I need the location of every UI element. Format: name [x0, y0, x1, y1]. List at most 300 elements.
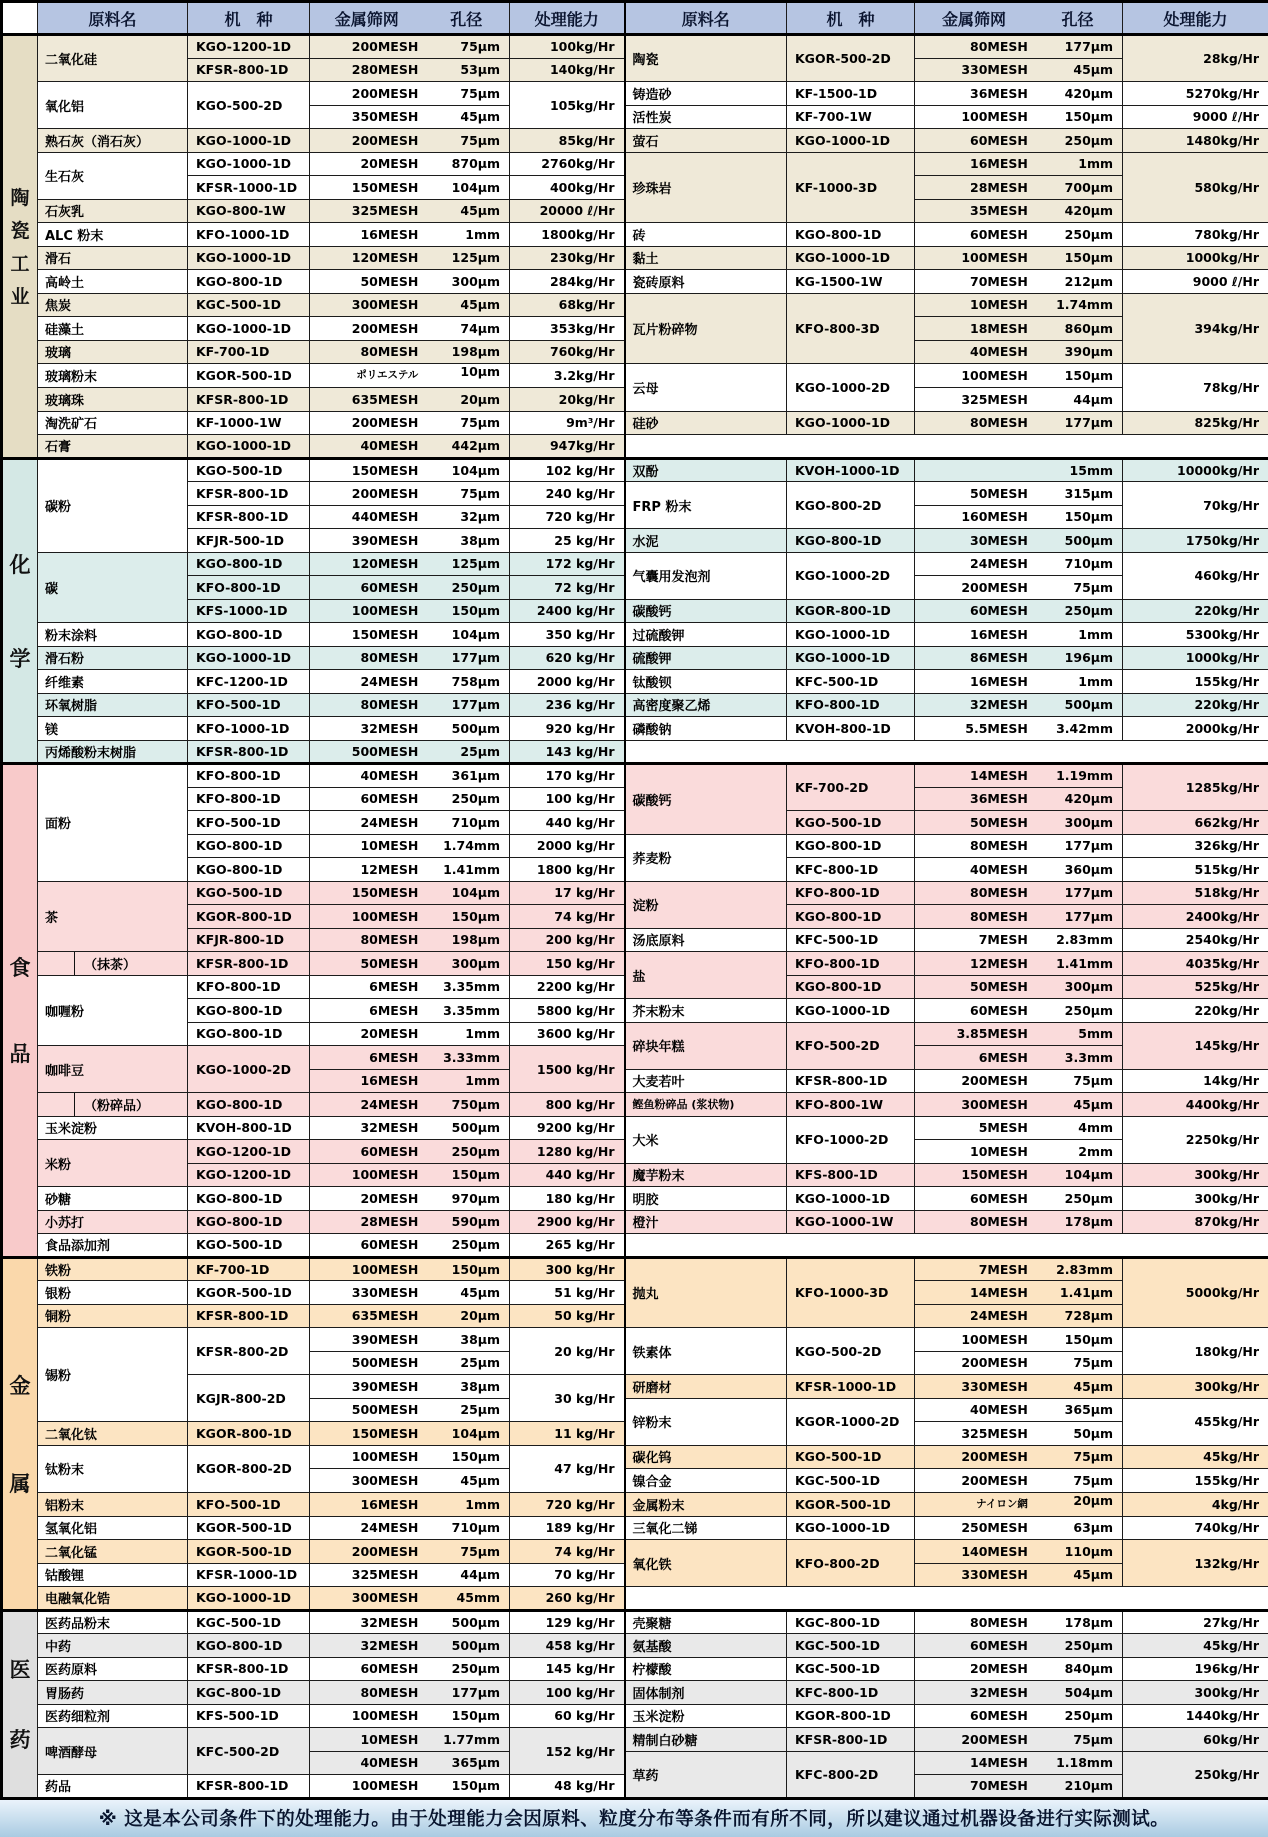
aperture-value: 177μm	[1028, 885, 1122, 900]
mesh-value: 200MESH	[310, 486, 418, 501]
capacity-cell: 70kg/Hr	[1123, 482, 1268, 529]
capacity-cell: 920 kg/Hr	[510, 717, 625, 741]
machine-cell: KGO-1000-1D	[787, 646, 915, 670]
aperture-value: 361μm	[418, 768, 509, 783]
mesh-aperture-cell	[310, 1234, 510, 1258]
mesh-value: 50MESH	[915, 815, 1028, 830]
machine-cell: KFO-800-1D	[787, 952, 915, 976]
mesh-aperture-cell	[915, 1422, 1123, 1446]
material-cell: 砖	[625, 223, 787, 247]
mesh-aperture-cell	[915, 552, 1123, 576]
material-cell: 活性炭	[625, 105, 787, 129]
mesh-value: 16MESH	[915, 674, 1028, 689]
aperture-value: 365μm	[418, 1755, 509, 1770]
material-cell: （抹茶）	[38, 952, 188, 976]
material-cell: 锌粉末	[625, 1398, 787, 1445]
table-row	[2, 1375, 1268, 1399]
aperture-value: 870μm	[418, 156, 509, 171]
mesh-value: 330MESH	[310, 1285, 418, 1300]
mesh-value: 160MESH	[915, 509, 1028, 524]
mesh-aperture-cell	[310, 388, 510, 412]
mesh-aperture-cell	[915, 1657, 1123, 1681]
machine-cell: KFJR-500-1D	[188, 529, 310, 553]
table-row	[2, 670, 1268, 694]
mesh-aperture-cell	[915, 717, 1123, 741]
aperture-value: 420μm	[1028, 791, 1122, 806]
machine-cell: KFS-1000-1D	[188, 599, 310, 623]
capacity-cell: 132kg/Hr	[1123, 1540, 1268, 1587]
mesh-aperture-cell	[310, 1704, 510, 1728]
machine-cell: KF-700-1W	[787, 105, 915, 129]
material-cell: 咖啡豆	[38, 1046, 188, 1093]
aperture-value: 1.74mm	[1028, 297, 1122, 312]
section-label-text: 医 药	[3, 1612, 37, 1797]
aperture-value: 125μm	[418, 250, 509, 265]
aperture-value: 104μm	[418, 627, 509, 642]
mesh-value: 150MESH	[310, 1426, 418, 1441]
mesh-aperture-cell	[915, 246, 1123, 270]
aperture-value: 196μm	[1028, 650, 1122, 665]
aperture-value: 45μm	[1028, 62, 1122, 77]
capacity-cell: 78kg/Hr	[1123, 364, 1268, 412]
mesh-aperture-cell	[915, 1563, 1123, 1587]
capacity-cell: 74 kg/Hr	[510, 905, 625, 929]
capacity-cell: 720 kg/Hr	[510, 505, 625, 529]
mesh-aperture-cell	[310, 975, 510, 999]
mesh-value: 24MESH	[310, 815, 418, 830]
capacity-cell: 220kg/Hr	[1123, 693, 1268, 717]
material-cell: 碳	[38, 552, 188, 623]
aperture-value: 750μm	[418, 1097, 509, 1112]
table-row	[2, 1728, 1268, 1752]
table-row	[2, 764, 1268, 788]
aperture-value: 150μm	[1028, 509, 1122, 524]
aperture-value: 500μm	[418, 1615, 509, 1630]
machine-cell: KFO-1000-1D	[188, 223, 310, 247]
mesh-aperture-cell	[915, 1069, 1123, 1093]
mesh-aperture-cell	[310, 858, 510, 882]
mesh-value: 100MESH	[915, 368, 1028, 383]
mesh-value: 60MESH	[915, 1003, 1028, 1018]
machine-cell: KFSR-800-1D	[188, 388, 310, 412]
mesh-value: 100MESH	[310, 909, 418, 924]
machine-cell: KFSR-800-1D	[188, 740, 310, 764]
mesh-aperture-cell	[310, 1681, 510, 1705]
aperture-value: 10μm	[418, 364, 509, 387]
machine-cell: KGO-800-1D	[188, 1187, 310, 1211]
aperture-value: 45μm	[1028, 1379, 1122, 1394]
material-cell: 铜粉	[38, 1304, 188, 1328]
mesh-value: 200MESH	[915, 1732, 1028, 1747]
mesh-value: 28MESH	[915, 180, 1028, 195]
aperture-value: 177μm	[1028, 415, 1122, 430]
machine-cell: KF-1000-3D	[787, 152, 915, 223]
right-empty-cell	[625, 740, 1268, 764]
material-cell: 粉末涂料	[38, 623, 188, 647]
mesh-value: 12MESH	[915, 956, 1028, 971]
capacity-cell: 230kg/Hr	[510, 246, 625, 270]
material-cell: 气囊用发泡剂	[625, 552, 787, 599]
mesh-value: 24MESH	[915, 1308, 1028, 1323]
mesh-value: 36MESH	[915, 791, 1028, 806]
material-cell: 芥末粉末	[625, 999, 787, 1023]
aperture-value: 177μm	[418, 1685, 509, 1700]
machine-cell: KFC-1200-1D	[188, 670, 310, 694]
aperture-value: 25μm	[418, 1355, 509, 1370]
capacity-cell: 455kg/Hr	[1123, 1398, 1268, 1445]
capacity-cell: 1440kg/Hr	[1123, 1704, 1268, 1728]
table-row	[2, 834, 1268, 858]
aperture-value: 1.18mm	[1028, 1755, 1122, 1770]
machine-cell: KGC-500-1D	[188, 293, 310, 317]
mesh-aperture-cell	[915, 1469, 1123, 1493]
capacity-cell: 72 kg/Hr	[510, 576, 625, 600]
capacity-cell: 10000kg/Hr	[1123, 458, 1268, 482]
material-cell: （粉碎品）	[38, 1093, 188, 1117]
mesh-value: 86MESH	[915, 650, 1028, 665]
mesh-aperture-cell	[310, 1022, 510, 1046]
table-row	[2, 270, 1268, 294]
mesh-value: 500MESH	[310, 744, 418, 759]
mesh-aperture-cell	[310, 1728, 510, 1752]
material-cell: 瓷砖原料	[625, 270, 787, 294]
mesh-value: 40MESH	[310, 1755, 418, 1770]
table-row	[2, 152, 1268, 176]
aperture-value: 728μm	[1028, 1308, 1122, 1323]
material-cell: 石灰乳	[38, 199, 188, 223]
column-header-material-right: 原料名	[625, 2, 787, 35]
material-cell: 铸造砂	[625, 82, 787, 106]
capacity-cell: 25 kg/Hr	[510, 529, 625, 553]
mesh-aperture-cell	[310, 105, 510, 129]
mesh-aperture-cell	[310, 458, 510, 482]
column-header-machine-right: 机 种	[787, 2, 915, 35]
capacity-cell: 28kg/Hr	[1123, 35, 1268, 82]
material-cell: 铁素体	[625, 1328, 787, 1375]
mesh-value: 325MESH	[310, 203, 418, 218]
mesh-aperture-cell	[915, 505, 1123, 529]
material-cell: 高岭土	[38, 270, 188, 294]
section-label-text: 化 学	[3, 460, 37, 763]
mesh-aperture-cell	[310, 82, 510, 106]
mesh-aperture-cell	[310, 270, 510, 294]
mesh-aperture-cell	[915, 975, 1123, 999]
mesh-aperture-cell	[915, 693, 1123, 717]
mesh-aperture-cell	[915, 458, 1123, 482]
machine-cell: KGO-1000-1D	[787, 1187, 915, 1211]
mesh-aperture-cell	[310, 1304, 510, 1328]
capacity-cell: 440 kg/Hr	[510, 1163, 625, 1187]
capacity-cell: 180kg/Hr	[1123, 1328, 1268, 1375]
machine-cell: KGO-800-1D	[787, 529, 915, 553]
aperture-value: 315μm	[1028, 486, 1122, 501]
mesh-aperture-cell	[915, 858, 1123, 882]
mesh-value: 20MESH	[310, 1026, 418, 1041]
aperture-value: 3.35mm	[418, 1003, 509, 1018]
mesh-value: 80MESH	[310, 1685, 418, 1700]
capacity-cell: 740kg/Hr	[1123, 1516, 1268, 1540]
material-cell: 淘洗矿石	[38, 411, 188, 435]
table-row	[2, 1328, 1268, 1352]
mesh-value: 80MESH	[310, 344, 418, 359]
capacity-cell: 145 kg/Hr	[510, 1657, 625, 1681]
mesh-value: 80MESH	[915, 1615, 1028, 1630]
mesh-aperture-cell	[310, 129, 510, 153]
machine-cell: KFO-800-1D	[188, 975, 310, 999]
machine-cell: KGO-1000-1D	[787, 999, 915, 1023]
machine-cell: KVOH-800-1D	[787, 717, 915, 741]
aperture-value: 504μm	[1028, 1685, 1122, 1700]
capacity-cell: 60 kg/Hr	[510, 1704, 625, 1728]
mesh-aperture-cell	[915, 129, 1123, 153]
machine-cell: KGC-800-1D	[787, 1610, 915, 1634]
mesh-value: 635MESH	[310, 1308, 418, 1323]
mesh-value: 100MESH	[310, 1708, 418, 1723]
machine-cell: KFSR-800-1D	[188, 952, 310, 976]
mesh-value: 50MESH	[915, 486, 1028, 501]
capacity-cell: 394kg/Hr	[1123, 293, 1268, 364]
capacity-cell: 284kg/Hr	[510, 270, 625, 294]
machine-cell: KFO-800-2D	[787, 1540, 915, 1587]
mesh-value: 60MESH	[915, 133, 1028, 148]
mesh-value: 36MESH	[915, 86, 1028, 101]
material-cell: 过硫酸钾	[625, 623, 787, 647]
mesh-value: 50MESH	[310, 956, 418, 971]
aperture-value: 198μm	[418, 344, 509, 359]
mesh-value: 120MESH	[310, 556, 418, 571]
machine-cell: KFO-800-1D	[188, 787, 310, 811]
aperture-value: 2mm	[1028, 1144, 1122, 1159]
capacity-cell: 60kg/Hr	[1123, 1728, 1268, 1752]
mesh-value: 390MESH	[310, 1332, 418, 1347]
mesh-aperture-cell	[915, 599, 1123, 623]
machine-cell: KGO-1000-1D	[787, 623, 915, 647]
aperture-value: 38μm	[418, 533, 509, 548]
mesh-aperture-cell	[915, 1257, 1123, 1281]
mesh-aperture-cell	[310, 317, 510, 341]
machine-cell: KFJR-800-1D	[188, 928, 310, 952]
aperture-value: 3.42mm	[1028, 721, 1122, 736]
aperture-value: 1.41μm	[1028, 1285, 1122, 1300]
mesh-value: 300MESH	[310, 1590, 418, 1605]
aperture-value: 250μm	[1028, 227, 1122, 242]
mesh-aperture-cell	[915, 1634, 1123, 1658]
aperture-value: 177μm	[1028, 838, 1122, 853]
machine-cell: KFO-800-1W	[787, 1093, 915, 1117]
machine-cell: KGC-800-1D	[188, 1681, 310, 1705]
material-cell: 砂糖	[38, 1187, 188, 1211]
machine-cell: KFO-800-1D	[188, 576, 310, 600]
mesh-value: 80MESH	[915, 39, 1028, 54]
material-cell: 药品	[38, 1775, 188, 1799]
mesh-value: 60MESH	[915, 1191, 1028, 1206]
machine-cell: KGO-500-1D	[188, 458, 310, 482]
mesh-value: 14MESH	[915, 768, 1028, 783]
machine-cell: KFSR-1000-1D	[188, 176, 310, 200]
material-cell: 珍珠岩	[625, 152, 787, 223]
aperture-value: 250μm	[1028, 1708, 1122, 1723]
right-empty-cell	[625, 1234, 1268, 1258]
mesh-aperture-cell	[915, 576, 1123, 600]
material-cell: 环氧树脂	[38, 693, 188, 717]
aperture-value: 104μm	[418, 180, 509, 195]
material-cell: 焦炭	[38, 293, 188, 317]
machine-cell: KGO-1200-1D	[188, 1163, 310, 1187]
aperture-value: 420μm	[1028, 203, 1122, 218]
aperture-value: 178μm	[1028, 1214, 1122, 1229]
capacity-cell: 14kg/Hr	[1123, 1069, 1268, 1093]
capacity-cell: 2000 kg/Hr	[510, 834, 625, 858]
table-row	[2, 1234, 1268, 1258]
capacity-cell: 100 kg/Hr	[510, 787, 625, 811]
capacity-cell: 129 kg/Hr	[510, 1610, 625, 1634]
machine-cell: KFC-500-2D	[188, 1728, 310, 1775]
machine-cell: KGO-1000-2D	[787, 552, 915, 599]
table-row	[2, 1657, 1268, 1681]
material-cell: 橙汁	[625, 1210, 787, 1234]
material-cell: 双酚	[625, 458, 787, 482]
aperture-value: 20μm	[418, 1308, 509, 1323]
mesh-value: 32MESH	[310, 1120, 418, 1135]
machine-cell: KVOH-800-1D	[188, 1116, 310, 1140]
aperture-value: 75μm	[1028, 1355, 1122, 1370]
aperture-value: 442μm	[418, 438, 509, 453]
mesh-aperture-cell	[310, 1610, 510, 1634]
material-cell: 氧化铁	[625, 1540, 787, 1587]
table-row	[2, 1445, 1268, 1469]
capacity-cell: 250kg/Hr	[1123, 1751, 1268, 1798]
material-cell: 医药品粉末	[38, 1610, 188, 1634]
capacity-cell: 2000 kg/Hr	[510, 670, 625, 694]
mesh-aperture-cell	[915, 340, 1123, 364]
aperture-value: 1mm	[418, 227, 509, 242]
table-row	[2, 529, 1268, 553]
capacity-cell: 9000 ℓ/Hr	[1123, 105, 1268, 129]
material-cell: 云母	[625, 364, 787, 412]
mesh-aperture-cell	[310, 717, 510, 741]
aperture-value: 150μm	[418, 1167, 509, 1182]
machine-cell: KFSR-1000-1D	[188, 1563, 310, 1587]
machine-cell: KFSR-800-1D	[188, 1304, 310, 1328]
material-cell: 萤石	[625, 129, 787, 153]
mesh-value: 70MESH	[915, 274, 1028, 289]
capacity-cell: 189 kg/Hr	[510, 1516, 625, 1540]
mesh-value: 24MESH	[310, 674, 418, 689]
header-row	[2, 2, 1268, 35]
capacity-cell: 760kg/Hr	[510, 340, 625, 364]
aperture-value: 75μm	[1028, 1473, 1122, 1488]
aperture-value: 1.19mm	[1028, 768, 1122, 783]
mesh-aperture-cell	[310, 1775, 510, 1799]
mesh-aperture-cell	[310, 1445, 510, 1469]
machine-cell: KFC-800-1D	[787, 858, 915, 882]
machine-cell: KGOR-500-1D	[188, 1540, 310, 1564]
capacity-cell: 48 kg/Hr	[510, 1775, 625, 1799]
aperture-value: 45mm	[418, 1590, 509, 1605]
aperture-value: 75μm	[418, 486, 509, 501]
table-row	[2, 246, 1268, 270]
machine-cell: KGO-800-1D	[188, 834, 310, 858]
machine-cell: KFO-500-2D	[787, 1022, 915, 1069]
mesh-value: 200MESH	[915, 580, 1028, 595]
capacity-cell: 240 kg/Hr	[510, 482, 625, 506]
aperture-value: 250μm	[418, 580, 509, 595]
mesh-value: 325MESH	[915, 392, 1028, 407]
mesh-aperture-cell	[310, 670, 510, 694]
mesh-aperture-cell	[915, 152, 1123, 176]
mesh-value: 200MESH	[310, 133, 418, 148]
footnote: ※ 这是本公司条件下的处理能力。由于处理能力会因原料、粒度分布等条件而有所不同，所以建议通过机器设备进行实际测试。	[0, 1800, 1268, 1837]
mesh-header-label: 金属筛网	[915, 7, 1033, 30]
mesh-value: 14MESH	[915, 1285, 1028, 1300]
capacity-cell: 870kg/Hr	[1123, 1210, 1268, 1234]
mesh-value: 150MESH	[310, 885, 418, 900]
capacity-cell: 50 kg/Hr	[510, 1304, 625, 1328]
mesh-value: 100MESH	[915, 1332, 1028, 1347]
machine-cell: KFC-800-2D	[787, 1751, 915, 1798]
mesh-value: 330MESH	[915, 1567, 1028, 1582]
capacity-cell: 662kg/Hr	[1123, 811, 1268, 835]
mesh-aperture-cell	[310, 881, 510, 905]
aperture-value: 15mm	[1028, 463, 1122, 478]
table-row	[2, 1022, 1268, 1046]
aperture-value: 500μm	[1028, 533, 1122, 548]
aperture-value: 75μm	[418, 133, 509, 148]
capacity-cell: 45kg/Hr	[1123, 1445, 1268, 1469]
mesh-value: 28MESH	[310, 1214, 418, 1229]
mesh-value: 16MESH	[915, 627, 1028, 642]
mesh-value: 40MESH	[915, 344, 1028, 359]
section-label-metal	[2, 1257, 38, 1610]
capacity-cell: 780kg/Hr	[1123, 223, 1268, 247]
mesh-aperture-cell	[310, 505, 510, 529]
capacity-cell: 196kg/Hr	[1123, 1657, 1268, 1681]
mesh-aperture-cell	[915, 1187, 1123, 1211]
machine-cell: KGOR-800-1D	[787, 599, 915, 623]
machine-cell: KGO-1000-1D	[188, 317, 310, 341]
mesh-value: 150MESH	[310, 627, 418, 642]
mesh-value: 200MESH	[310, 1544, 418, 1559]
aperture-header-label: 孔径	[423, 7, 509, 30]
aperture-value: 1mm	[418, 1073, 509, 1088]
table-row	[2, 552, 1268, 576]
table-row	[2, 35, 1268, 59]
table-row	[2, 364, 1268, 388]
aperture-value: 710μm	[418, 815, 509, 830]
mesh-value: 40MESH	[915, 862, 1028, 877]
machine-cell: KF-700-1D	[188, 340, 310, 364]
mesh-value: 40MESH	[915, 1402, 1028, 1417]
capacity-cell: 4035kg/Hr	[1123, 952, 1268, 976]
mesh-value: 20MESH	[915, 1661, 1028, 1676]
capacity-cell: 947kg/Hr	[510, 435, 625, 459]
mesh-value: 330MESH	[915, 62, 1028, 77]
machine-cell: KFO-1000-2D	[787, 1116, 915, 1163]
mesh-value: 80MESH	[915, 885, 1028, 900]
mesh-aperture-cell	[310, 435, 510, 459]
mesh-aperture-cell	[915, 529, 1123, 553]
capacity-cell: 2400 kg/Hr	[510, 599, 625, 623]
capacity-cell: 20kg/Hr	[510, 388, 625, 412]
mesh-aperture-cell	[310, 1751, 510, 1775]
material-cell: 氢氧化铝	[38, 1516, 188, 1540]
mesh-aperture-cell	[310, 1563, 510, 1587]
table-row	[2, 1492, 1268, 1516]
mesh-value: 100MESH	[310, 603, 418, 618]
mesh-aperture-cell	[310, 1398, 510, 1422]
aperture-value: 32μm	[418, 509, 509, 524]
machine-cell: KGOR-500-2D	[787, 35, 915, 82]
